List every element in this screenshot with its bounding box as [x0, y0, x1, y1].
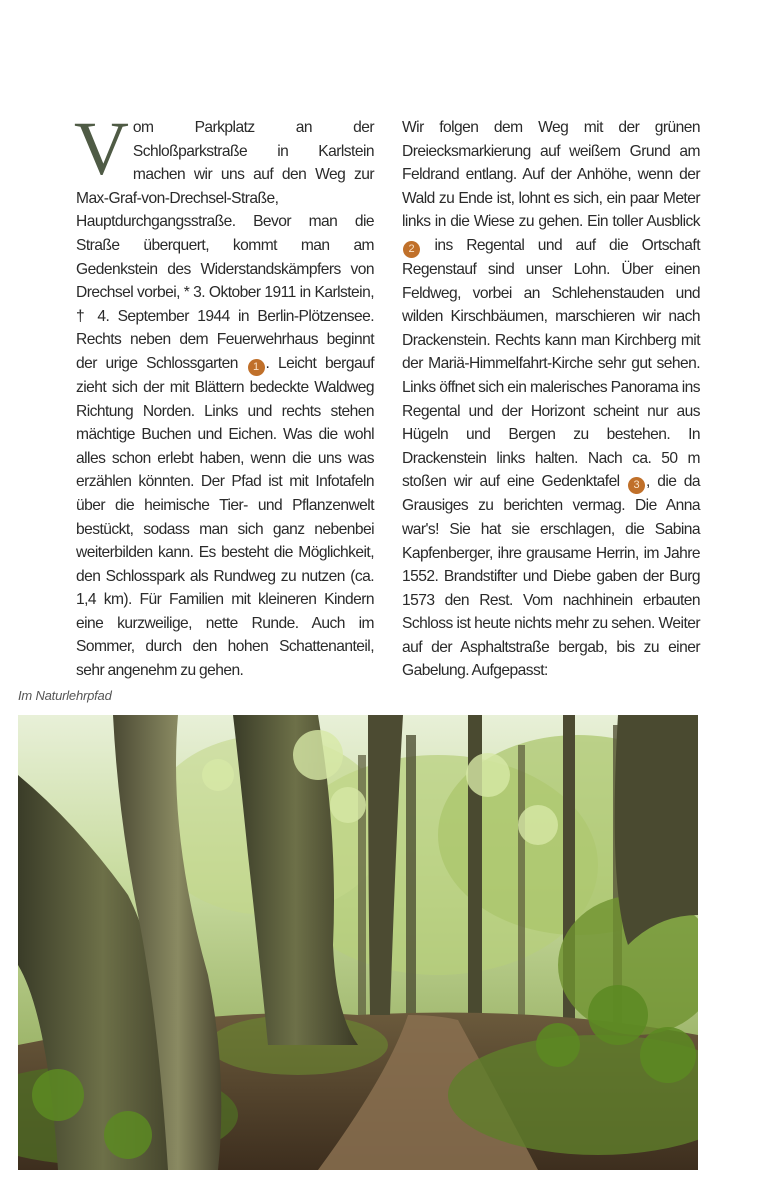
forest-path-photo — [18, 715, 698, 1170]
left-paragraph-part-1: om Parkplatz an der Schloßparkstraße in Karlstein machen wir uns auf den Weg zur Max-Graf-von-Drechsel-Straße, Hauptdurchgangsstraße. Bevor man die Straße überquert, kommt man am Gedenkstein des Widerstandskämpfers von Drechsel vorbei, * 3. Oktober 1911 in Karlstein, † 4. September 1944 in Berlin-Plötzensee. Rechts neben dem Feuerwehrhaus beginnt der urige Schlossgarten — [76, 119, 374, 372]
right-column — [402, 116, 700, 683]
left-column — [74, 107, 374, 683]
route-marker-1: 1 — [248, 359, 265, 376]
route-marker-3: 3 — [628, 477, 645, 494]
right-paragraph-part-2: ins Regental und auf die Ortschaft Regenstauf sind unser Lohn. Über einen Feldweg, vorbei an Schlehenstauden und wilden Kirschbäumen, marschieren wir nach Drackenstein. Rechts kann man Kirchberg mit der Mariä-Himmelfahrt-Kirche sehr gut sehen. Links öffnet sich ein malerisches Panorama ins Regental und der Horizont scheint nur aus Hügeln und Bergen zu bestehen. In Drackenstein links halten. Nach ca. 50 m stoßen wir auf eine Gedenktafel — [402, 236, 700, 491]
right-paragraph-part-3: , die da Grausiges zu berichten vermag. Die Anna war's! Sie hat sie erschlagen, die Sabina Kapfenberger, ihre grausame Herrin, im Jahre 1552. Brandstifter und Diebe gaben der Burg 1573 den Rest. Vom nachhinein erbauten Schloss ist heute nichts mehr zu sehen. Weiter auf der Asphaltstraße bergab, bis zu einer Gabelung. Aufgepasst: — [402, 473, 701, 680]
right-paragraph-part-1: Wir folgen dem Weg mit der grünen Dreiecksmarkierung auf weißem Grund am Feldrand entlang. Auf der Anhöhe, wenn der Wald zu Ende ist, lohnt es sich, ein paar Meter links in die Wiese zu gehen. Ein toller Ausblick — [402, 119, 700, 231]
drop-cap: V — [74, 107, 129, 191]
photo-caption: Im Naturlehrpfad — [18, 688, 112, 703]
route-marker-2: 2 — [403, 241, 420, 258]
left-paragraph-part-2: . Leicht bergauf zieht sich der mit Blättern bedeckte Waldweg Richtung Norden. Links und rechts stehen mächtige Buchen und Eichen. Was die wohl alles schon erlebt haben, wenn die uns was erzählen könnten. Der Pfad ist mit Infotafeln über die heimische Tier- und Pflanzenwelt bestückt, sodass man sich ganz nebenbei weiterbilden kann. Es besteht die Möglichkeit, den Schlosspark als Rundweg zu nutzen (ca. 1,4 km). Für Familien mit kleineren Kindern eine kurzweilige, nette Runde. Auch im Sommer, durch den hohen Schattenanteil, sehr angenehm zu gehen. — [76, 354, 374, 680]
forest-illustration — [18, 715, 698, 1170]
